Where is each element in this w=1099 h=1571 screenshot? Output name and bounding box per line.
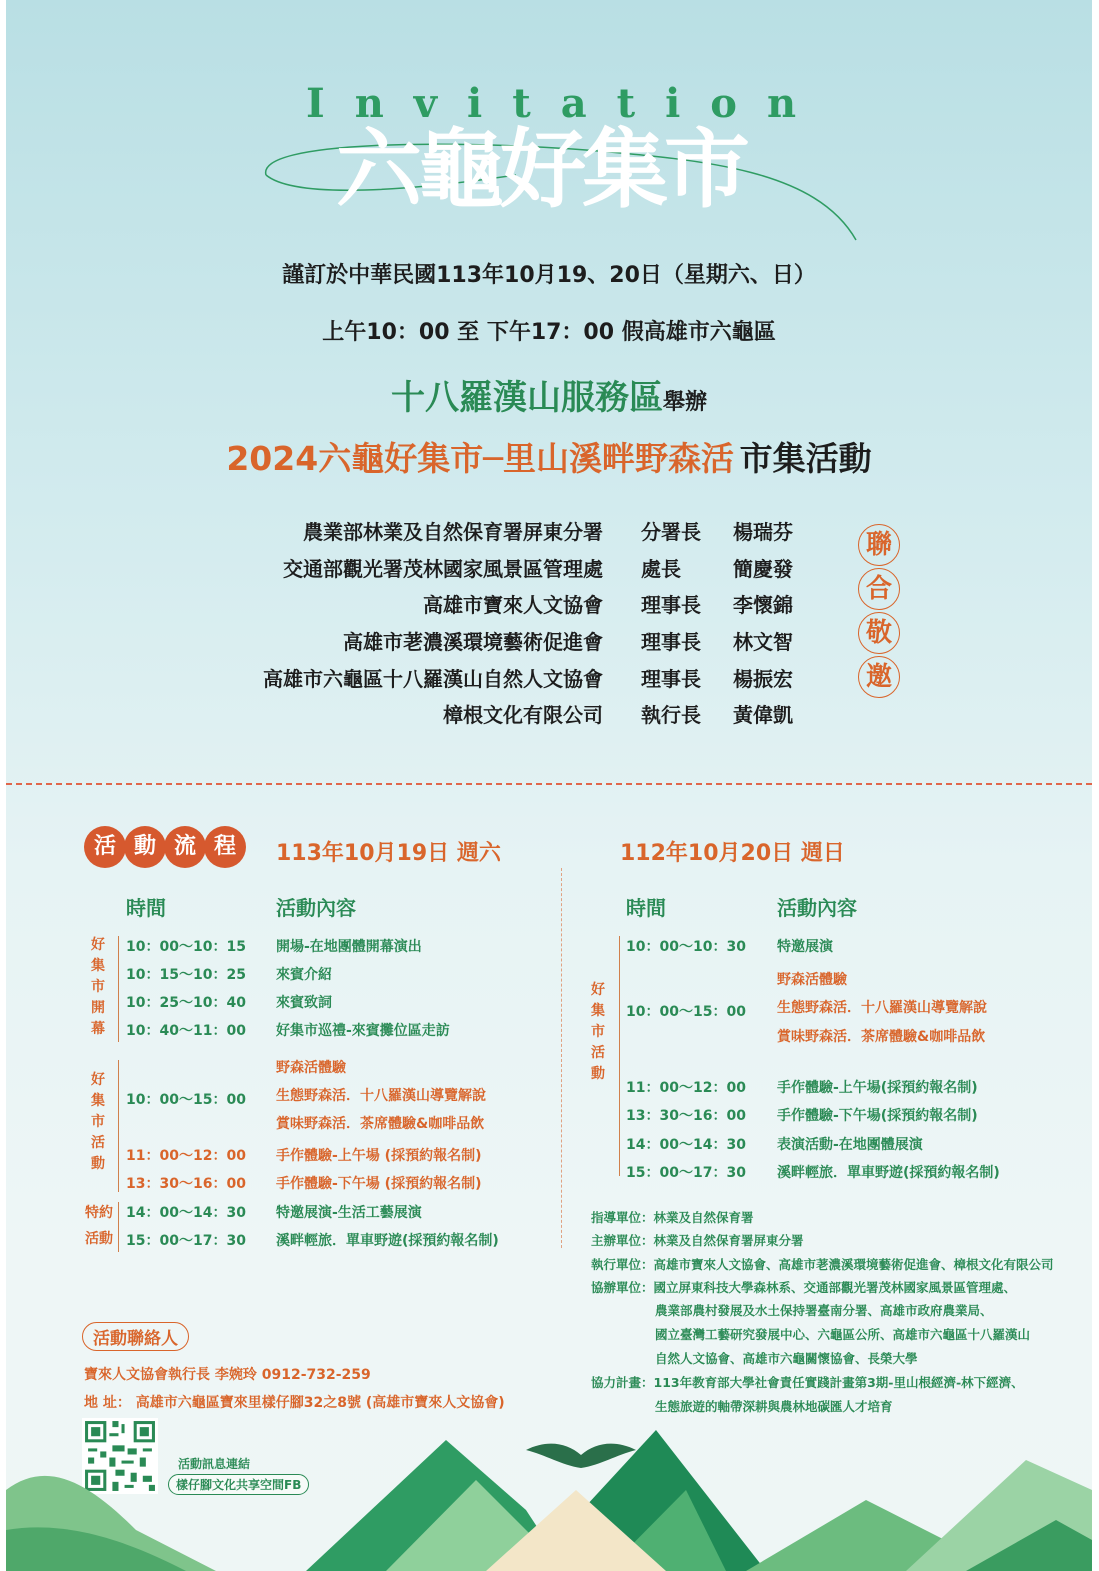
organizer-suffix: 舉辦 xyxy=(662,390,707,415)
row-time: 11：00～12：00 xyxy=(626,1080,746,1096)
row-activity: 特邀展演-生活工藝展演 xyxy=(276,1205,422,1221)
organizer-line xyxy=(6,370,1092,419)
joint-char: 合 xyxy=(858,568,900,610)
row-time: 10：00～10：30 xyxy=(626,939,746,955)
event-name: 2024六龜好集市─里山溪畔野森活 xyxy=(226,439,735,478)
forest-item: 野森活體驗 xyxy=(777,972,847,988)
row-activity: 表演活動-在地團體展演 xyxy=(777,1137,923,1153)
day2-title: 112年10月20日 週日 xyxy=(620,841,845,866)
host-title: 處長 xyxy=(641,556,681,581)
unit-label: 主辦單位： xyxy=(591,1233,654,1248)
badge-char: 活 xyxy=(84,826,126,868)
invitation-sheet xyxy=(6,0,1092,1571)
day2-time-header: 時間 xyxy=(626,896,666,920)
unit-line: 自然人文協會、高雄市六龜關懷協會、長榮大學 xyxy=(655,1351,918,1366)
unit-line xyxy=(591,1278,1016,1296)
row-activity: 來賓致詞 xyxy=(276,995,332,1011)
row-activity: 特邀展演 xyxy=(777,939,833,955)
host-name: 楊振宏 xyxy=(733,666,793,691)
group-bar xyxy=(619,936,620,1176)
time-line: 上午10：00 至 下午17：00 假高雄市六龜區 xyxy=(322,320,776,345)
fb-link-pill[interactable]: 樣仔腳文化共享空間FB xyxy=(168,1474,309,1495)
column-separator xyxy=(561,868,562,1248)
group-bar xyxy=(118,1060,119,1192)
row-time: 13：30～16：00 xyxy=(126,1176,246,1192)
joint-char: 邀 xyxy=(858,656,900,698)
row-time: 10：25～10：40 xyxy=(126,995,246,1011)
unit-text: 113年教育部大學社會責任實踐計畫第3期-里山根經濟-林下經濟、 xyxy=(653,1375,1024,1390)
row-activity: 手作體驗-上午場 (採預約報名制) xyxy=(276,1148,482,1164)
schedule-badge xyxy=(84,826,244,868)
day2-content-header: 活動內容 xyxy=(777,896,857,920)
host-name: 黃偉凱 xyxy=(733,703,793,728)
contact-address: 地 址： 高雄市六龜區寶來里樣仔腳32之8號 (高雄市寶來人文協會) xyxy=(84,1395,505,1411)
day1-content-header: 活動內容 xyxy=(276,896,356,920)
date-line: 謹訂於中華民國113年10月19、20日（星期六、日） xyxy=(282,263,816,288)
unit-label: 執行單位： xyxy=(591,1257,654,1272)
badge-char: 動 xyxy=(124,826,166,868)
row-activity: 開場-在地團體開幕演出 xyxy=(276,939,422,955)
unit-text: 高雄市寶來人文協會、高雄市荖濃溪環境藝術促進會、樟根文化有限公司 xyxy=(653,1257,1054,1272)
host-org: 樟根文化有限公司 xyxy=(443,703,603,728)
forest-item: 野森活體驗 xyxy=(276,1060,346,1076)
organizer-name: 十八羅漢山服務區 xyxy=(390,378,663,418)
day1-title: 113年10月19日 週六 xyxy=(276,841,501,866)
host-row xyxy=(156,585,823,622)
event-title-line xyxy=(6,433,1092,480)
row-activity: 手作體驗-上午場(採預約報名制) xyxy=(777,1080,978,1096)
host-row xyxy=(156,622,823,659)
host-list xyxy=(156,512,823,732)
day1-group-activity-label: 好集市活動 xyxy=(91,1072,105,1172)
host-org: 高雄市六龜區十八羅漢山自然人文協會 xyxy=(263,666,603,691)
invitation-heading: Invitation xyxy=(306,80,827,127)
unit-line xyxy=(591,1208,754,1226)
unit-text: 國立屏東科技大學森林系、交通部觀光署茂林國家風景區管理處、 xyxy=(653,1280,1017,1295)
host-title: 理事長 xyxy=(641,593,701,618)
forest-item: 賞味野森活．茶席體驗&咖啡品飲 xyxy=(777,1029,986,1045)
unit-label: 協辦單位： xyxy=(591,1280,654,1295)
row-time: 10：15～10：25 xyxy=(126,967,246,983)
row-activity: 溪畔輕旅．單車野遊(採預約報名制) xyxy=(276,1233,499,1249)
mountain-illustration xyxy=(6,1420,1092,1571)
host-row xyxy=(156,695,823,732)
fb-link-label: 活動訊息連結 xyxy=(178,1457,251,1471)
forest-item: 賞味野森活．茶席體驗&咖啡品飲 xyxy=(276,1116,485,1132)
host-row xyxy=(156,549,823,586)
badge-char: 程 xyxy=(204,826,246,868)
group-bar xyxy=(118,1202,119,1252)
host-org: 農業部林業及自然保育署屏東分署 xyxy=(303,519,603,544)
host-title: 執行長 xyxy=(641,703,701,728)
host-name: 楊瑞芬 xyxy=(733,519,793,544)
row-time: 15：00～17：30 xyxy=(626,1165,746,1181)
row-activity: 好集市巡禮-來賓攤位區走訪 xyxy=(276,1023,450,1039)
unit-line xyxy=(591,1231,804,1249)
group-bar xyxy=(118,936,119,1042)
host-row xyxy=(156,659,823,696)
host-name: 李懷錦 xyxy=(733,593,793,618)
row-activity: 手作體驗-下午場 (採預約報名制) xyxy=(276,1176,482,1192)
event-logo: 六龜好集市 xyxy=(336,120,746,220)
row-time: 15：00～17：30 xyxy=(126,1233,246,1249)
unit-line: 國立臺灣工藝研究發展中心、六龜區公所、高雄市六龜區十八羅漢山 xyxy=(655,1327,1031,1342)
joint-char: 聯 xyxy=(858,524,900,566)
row-time: 13：30～16：00 xyxy=(626,1108,746,1124)
host-row xyxy=(156,512,823,549)
contact-person: 寶來人文協會執行長 李婉玲 0912-732-259 xyxy=(84,1367,371,1383)
unit-line xyxy=(591,1373,1024,1391)
host-title: 理事長 xyxy=(641,629,701,654)
row-time: 10：00～15：00 xyxy=(126,1092,246,1108)
unit-line xyxy=(591,1255,1054,1273)
day1-time-header: 時間 xyxy=(126,896,166,920)
dashed-divider xyxy=(6,783,1092,785)
row-time: 14：00～14：30 xyxy=(126,1205,246,1221)
unit-line: 農業部農村發展及水土保持署臺南分署、高雄市政府農業局、 xyxy=(655,1303,993,1318)
forest-item: 生態野森活．十八羅漢山導覽解說 xyxy=(276,1088,486,1104)
badge-char: 流 xyxy=(164,826,206,868)
joint-char: 敬 xyxy=(858,612,900,654)
unit-label: 協力計畫： xyxy=(591,1375,654,1390)
row-time: 10：00～10：15 xyxy=(126,939,246,955)
host-name: 林文智 xyxy=(733,629,793,654)
unit-label: 指導單位： xyxy=(591,1210,654,1225)
unit-text: 林業及自然保育署 xyxy=(653,1210,754,1225)
row-activity: 來賓介紹 xyxy=(276,967,332,983)
host-title: 理事長 xyxy=(641,666,701,691)
row-time: 11：00～12：00 xyxy=(126,1148,246,1164)
row-activity: 手作體驗-下午場(採預約報名制) xyxy=(777,1108,978,1124)
row-activity: 溪畔輕旅．單車野遊(採預約報名制) xyxy=(777,1165,1000,1181)
forest-item: 生態野森活．十八羅漢山導覽解說 xyxy=(777,1000,987,1016)
contact-badge: 活動聯絡人 xyxy=(82,1322,189,1351)
host-org: 交通部觀光署茂林國家風景區管理處 xyxy=(283,556,603,581)
host-title: 分署長 xyxy=(641,519,701,544)
host-name: 簡慶發 xyxy=(733,556,793,581)
day2-group-activity-label: 好集市活動 xyxy=(591,982,605,1082)
host-org: 高雄市荖濃溪環境藝術促進會 xyxy=(343,629,603,654)
event-suffix: 市集活動 xyxy=(739,439,872,478)
day1-group-opening-label: 好集市開幕 xyxy=(91,937,105,1037)
unit-line: 生態旅遊的軸帶深耕與農林地碳匯人才培育 xyxy=(655,1399,893,1414)
row-time: 10：00～15：00 xyxy=(626,1004,746,1020)
unit-text: 林業及自然保育署屏東分署 xyxy=(653,1233,804,1248)
row-time: 14：00～14：30 xyxy=(626,1137,746,1153)
row-time: 10：40～11：00 xyxy=(126,1023,246,1039)
host-org: 高雄市寶來人文協會 xyxy=(423,593,603,618)
day1-group-special-label: 特約活動 xyxy=(85,1205,113,1247)
joint-invite-badge xyxy=(858,524,900,700)
